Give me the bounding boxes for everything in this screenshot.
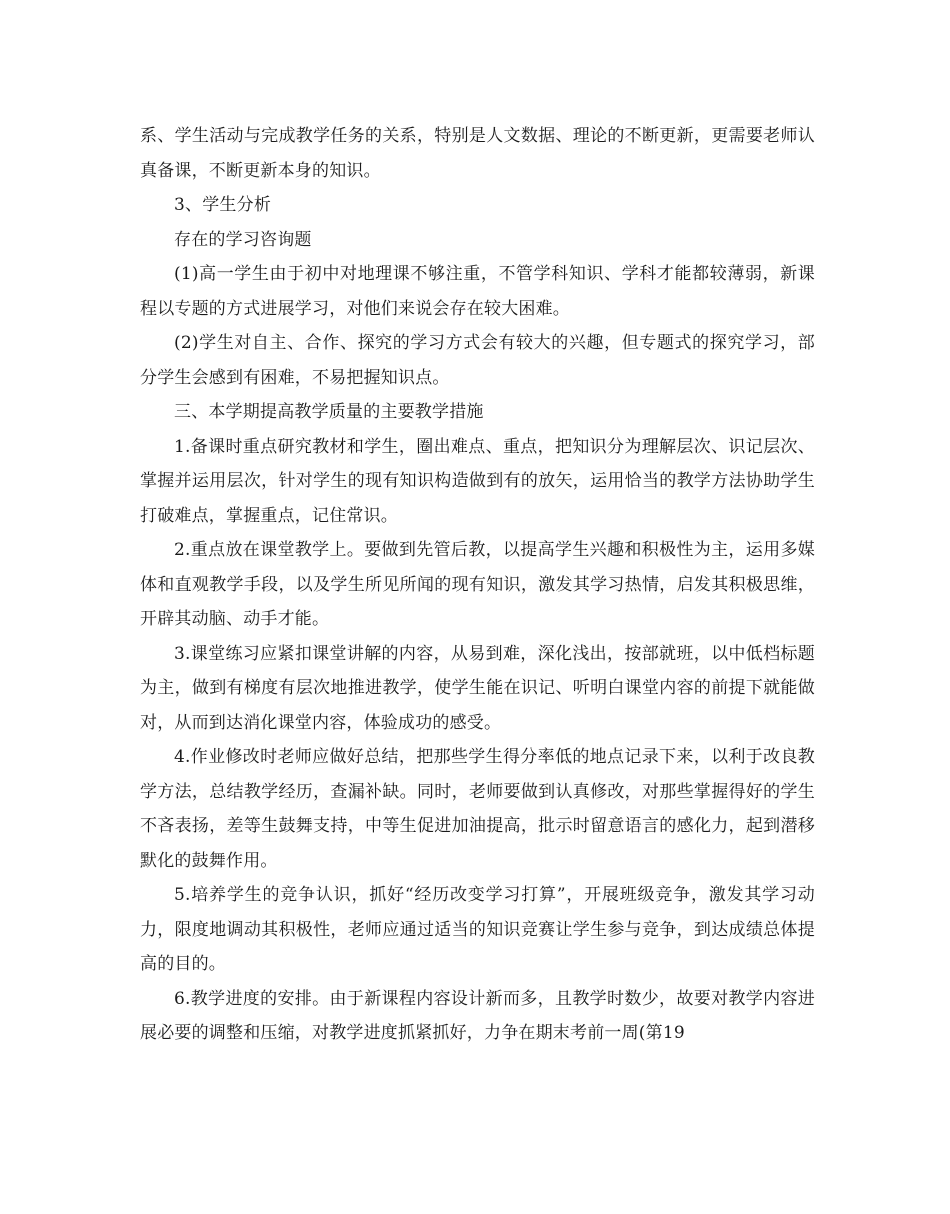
paragraph-measure-1: 1.备课时重点研究教材和学生，圈出难点、重点，把知识分为理解层次、识记层次、掌握并运用层次，针对学生的现有知识构造做到有的放矢，运用恰当的教学方法协助学生打破难点，掌握重点，记住常识。	[140, 436, 815, 526]
document-body	[140, 119, 815, 1051]
paragraph-measure-5: 5.培养学生的竞争认识，抓好“经历改变学习打算”，开展班级竞争，激发其学习动力，限度地调动其积极性，老师应通过适当的知识竞赛让学生参与竞争，到达成绩总体提高的目的。	[140, 885, 815, 974]
paragraph-continuation: 系、学生活动与完成教学任务的关系，特别是人文数据、理论的不断更新，更需要老师认真备课，不断更新本身的知识。	[140, 126, 815, 181]
paragraph-measure-2: 2.重点放在课堂教学上。要做到先管后教，以提高学生兴趣和积极性为主，运用多媒体和直观教学手段，以及学生所见所闻的现有知识，激发其学习热情，启发其积极思维，开辟其动脑、动手才能。	[140, 540, 815, 629]
heading-teaching-measures: 三、本学期提高教学质量的主要教学措施	[174, 402, 484, 422]
paragraph-problem-2: (2)学生对自主、合作、探究的学习方式会有较大的兴趣，但专题式的探究学习，部分学生会感到有困难，不易把握知识点。	[140, 333, 815, 388]
paragraph-problem-1: (1)高一学生由于初中对地理课不够注重，不管学科知识、学科才能都较薄弱，新课程以专题的方式进展学习，对他们来说会存在较大困难。	[140, 264, 815, 319]
subheading-learning-problems: 存在的学习咨询题	[174, 229, 312, 250]
paragraph-measure-6: 6.教学进度的安排。由于新课程内容设计新而多，且教学时数少，故要对教学内容进展必要的调整和压缩，对教学进度抓紧抓好，力争在期末考前一周(第19	[140, 988, 815, 1043]
paragraph-measure-4: 4.作业修改时老师应做好总结，把那些学生得分率低的地点记录下来，以利于改良教学方法，总结教学经历，查漏补缺。同时，老师要做到认真修改，对那些掌握得好的学生不吝表扬，差等生鼓舞支持，中等生促进加油提高，批示时留意语言的感化力，起到潜移默化的鼓舞作用。	[140, 747, 815, 871]
paragraph-measure-3: 3.课堂练习应紧扣课堂讲解的内容，从易到难，深化浅出，按部就班，以中低档标题为主，做到有梯度有层次地推进教学，使学生能在识记、听明白课堂内容的前提下就能做对，从而到达消化课堂内容，体验成功的感受。	[140, 643, 815, 733]
heading-student-analysis: 3、学生分析	[174, 195, 272, 215]
